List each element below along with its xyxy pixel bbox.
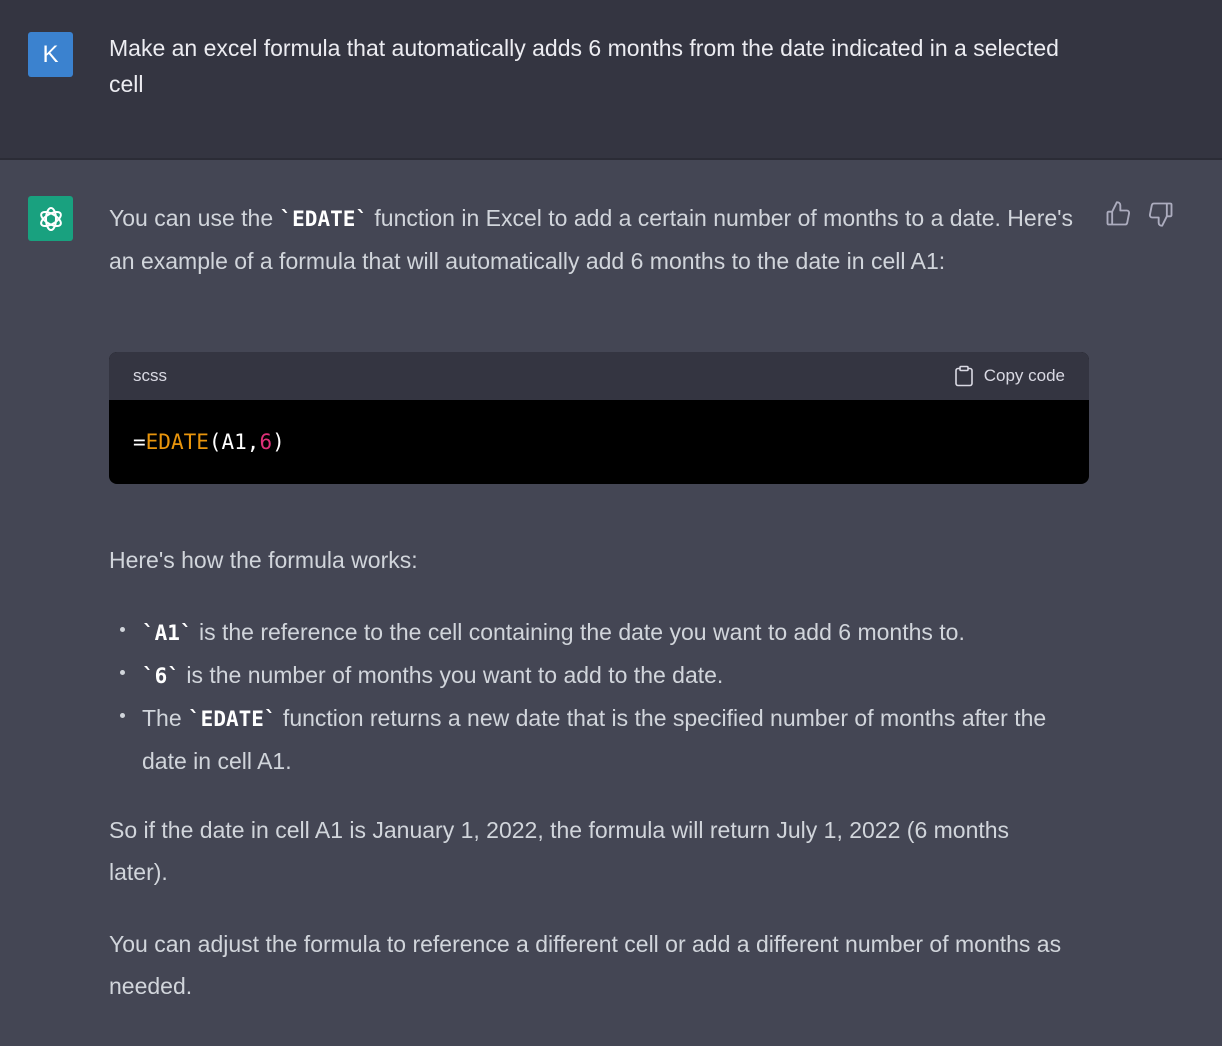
user-avatar: K <box>28 32 73 77</box>
explanation-heading: Here's how the formula works: <box>109 547 418 573</box>
code-block <box>109 352 1089 484</box>
code-language-label: scss <box>133 366 167 385</box>
copy-code-label: Copy code <box>983 366 1065 385</box>
inline-code: `EDATE` <box>279 207 369 231</box>
assistant-message-row <box>0 160 1222 1046</box>
list-item: `A1` is the reference to the cell containing the date you want to add 6 months to. <box>109 611 1089 654</box>
assistant-avatar <box>28 196 73 241</box>
code-number-token: 6 <box>259 430 273 454</box>
code-block-header <box>109 352 1089 400</box>
list-item: The `EDATE` function returns a new date that is the specified number of months after the date in cell A1. <box>109 697 1089 782</box>
list-item: `6` is the number of months you want to add to the date. <box>109 654 1089 697</box>
inline-code: `A1` <box>142 621 193 645</box>
copy-code-button[interactable] <box>954 362 1065 390</box>
closing-paragraph: You can adjust the formula to reference a different cell or add a different number of months as needed. <box>109 931 1062 999</box>
openai-logo-icon <box>36 204 66 234</box>
user-message-row <box>0 0 1222 160</box>
example-paragraph: So if the date in cell A1 is January 1, 2022, the formula will return July 1, 2022 (6 months later). <box>109 817 1010 885</box>
clipboard-icon <box>954 365 974 387</box>
intro-paragraph: You can use the `EDATE` function in Excel to add a certain number of months to a date. Here's an example of a formula that will automatically add 6 months to the date in cell A1: <box>109 205 1074 274</box>
inline-code: `6` <box>142 664 180 688</box>
thumbs-down-icon[interactable] <box>1147 200 1175 228</box>
thumbs-up-icon[interactable] <box>1104 200 1132 228</box>
explanation-list <box>109 611 1089 782</box>
inline-code: `EDATE` <box>188 707 277 731</box>
user-message-text: Make an excel formula that automatically adds 6 months from the date indicated in a selected cell <box>109 35 1059 97</box>
code-function-token: EDATE <box>145 430 209 454</box>
code-content[interactable]: =EDATE(A1,6) <box>133 430 285 454</box>
